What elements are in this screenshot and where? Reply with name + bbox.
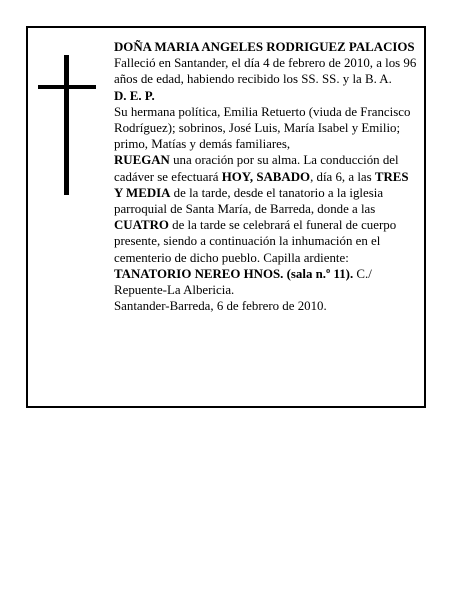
- announcement-text-4: de la tarde se celebrará el funeral de cuerpo presente, siendo a continuación la inhumación en el cementerio de dicho pueblo. Capilla ardiente:: [114, 218, 397, 265]
- cuatro: CUATRO: [114, 218, 169, 233]
- place-date: Santander-Barreda, 6 de febrero de 2010.: [114, 299, 327, 314]
- rip: D. E. P.: [114, 88, 155, 103]
- announcement-text-1: una oración por su alma. La conducción del cadáver se efectuará: [114, 153, 399, 184]
- cross-icon-horizontal: [38, 85, 96, 89]
- tanatorio: TANATORIO NEREO HNOS. (sala n.º 11).: [114, 266, 354, 281]
- death-notice: Falleció en Santander, el día 4 de febrero de 2010, a los 96 años de edad, habiendo recibido los SS. SS. y la B. A.: [114, 56, 417, 87]
- announcement: [114, 152, 420, 298]
- obituary-text: [114, 39, 420, 314]
- ruegan: RUEGAN: [114, 153, 170, 168]
- deceased-name: DOÑA MARIA ANGELES RODRIGUEZ PALACIOS: [114, 40, 415, 54]
- cross-icon-vertical: [64, 55, 69, 195]
- hoy-sabado: HOY, SABADO: [221, 169, 311, 184]
- announcement-text-2: , día 6, a las: [310, 169, 375, 184]
- family-list: Su hermana política, Emilia Retuerto (viuda de Francisco Rodríguez); sobrinos, José Luis, María Isabel y Emilio; primo, Matías y demás familiares,: [114, 104, 411, 152]
- announcement-text-5: C./ Repuente-La Albericia.: [114, 266, 372, 298]
- tres-y-media: TRES Y MEDIA: [114, 169, 409, 200]
- announcement-text-3: de la tarde, desde el tanatorio a la iglesia parroquial de Santa María, de Barreda, donde a las: [114, 185, 384, 217]
